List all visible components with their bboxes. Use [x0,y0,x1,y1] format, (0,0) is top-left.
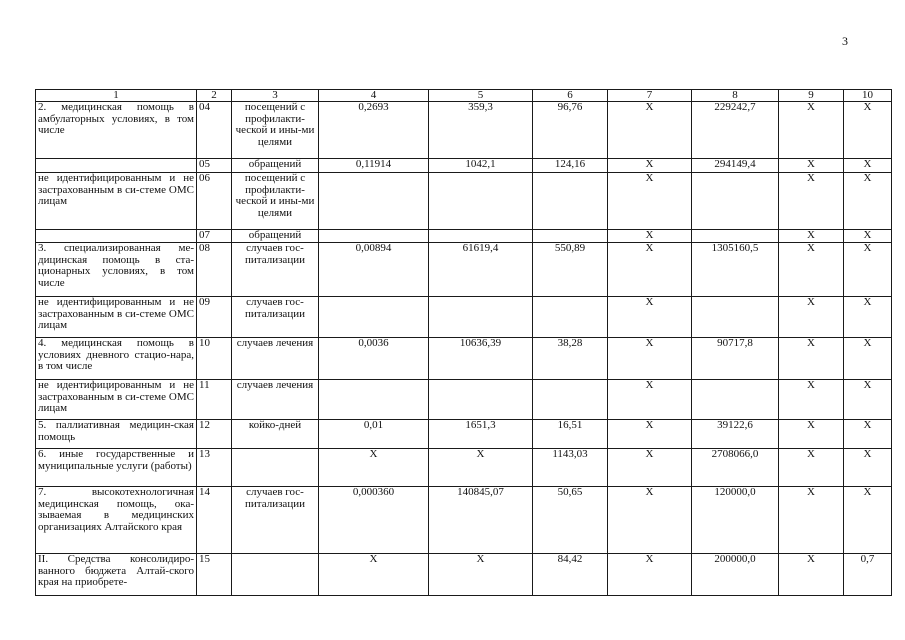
cell-col-9: X [779,230,844,243]
table-row [36,230,892,243]
cell-col-6: 550,89 [533,243,608,297]
cell-col-8: 90717,8 [692,338,779,380]
cell-col-5: 1651,3 [429,420,533,449]
table-row [36,159,892,173]
table-row [36,449,892,487]
cell-col-9: X [779,102,844,159]
row-description: 3. специализированная ме-дицинская помощь в ста-ционарных условиях, в том числе [36,243,197,297]
table-row [36,487,892,554]
table-row [36,338,892,380]
cell-col-6 [533,173,608,230]
cell-col-8: 229242,7 [692,102,779,159]
cell-col-10: 0,7 [844,554,892,596]
cell-col-5: 61619,4 [429,243,533,297]
unit-of-measure: случаев лечения [232,380,319,420]
row-description: не идентифицированным и не застрахованным в си-стеме ОМС лицам [36,380,197,420]
cell-col-5: 140845,07 [429,487,533,554]
unit-of-measure: койко-дней [232,420,319,449]
cell-col-4 [319,297,429,338]
table-row [36,243,892,297]
table-row [36,173,892,230]
cell-col-9: X [779,380,844,420]
cell-col-4: 0,01 [319,420,429,449]
cell-col-4: X [319,449,429,487]
cell-col-9: X [779,554,844,596]
cell-col-5: 1042,1 [429,159,533,173]
cell-col-7: X [608,297,692,338]
cell-col-7: X [608,338,692,380]
cell-col-4: X [319,554,429,596]
financing-table [35,89,892,596]
cell-col-8: 1305160,5 [692,243,779,297]
cell-col-8 [692,380,779,420]
column-number: 8 [692,90,779,102]
cell-col-6: 16,51 [533,420,608,449]
cell-col-8: 39122,6 [692,420,779,449]
cell-col-7: X [608,380,692,420]
row-description: 5. паллиативная медицин-ская помощь [36,420,197,449]
cell-col-6: 124,16 [533,159,608,173]
cell-col-7: X [608,230,692,243]
cell-col-8: 294149,4 [692,159,779,173]
cell-col-10: X [844,338,892,380]
cell-col-5 [429,173,533,230]
cell-col-5 [429,380,533,420]
row-code: 07 [197,230,232,243]
cell-col-5: 10636,39 [429,338,533,380]
cell-col-6 [533,230,608,243]
row-description: 2. медицинская помощь в амбулаторных условиях, в том числе [36,102,197,159]
unit-of-measure: случаев гос-питализации [232,297,319,338]
row-code: 12 [197,420,232,449]
cell-col-9: X [779,449,844,487]
row-description [36,159,197,173]
unit-of-measure: посещений с профилакти-ческой и ины-ми целями [232,102,319,159]
row-code: 10 [197,338,232,380]
cell-col-7: X [608,243,692,297]
row-description: II. Средства консолидиро-ванного бюджета Алтай-ского края на приобрете- [36,554,197,596]
cell-col-6: 1143,03 [533,449,608,487]
page-number: 3 [842,34,848,48]
cell-col-8: 200000,0 [692,554,779,596]
cell-col-8: 2708066,0 [692,449,779,487]
row-code: 13 [197,449,232,487]
table-row [36,297,892,338]
row-description: не идентифицированным и не застрахованным в си-стеме ОМС лицам [36,297,197,338]
cell-col-6: 38,28 [533,338,608,380]
cell-col-9: X [779,338,844,380]
cell-col-10: X [844,449,892,487]
cell-col-8 [692,230,779,243]
column-number: 4 [319,90,429,102]
table-row [36,102,892,159]
cell-col-10: X [844,230,892,243]
cell-col-10: X [844,102,892,159]
cell-col-5: 359,3 [429,102,533,159]
column-number: 6 [533,90,608,102]
row-code: 04 [197,102,232,159]
row-description: 7. высокотехнологичная медицинская помощь, ока-зываемая в медицинских организациях Алтайского края [36,487,197,554]
cell-col-7: X [608,449,692,487]
cell-col-10: X [844,297,892,338]
cell-col-6 [533,380,608,420]
cell-col-7: X [608,420,692,449]
column-number: 5 [429,90,533,102]
cell-col-8 [692,297,779,338]
cell-col-10: X [844,173,892,230]
cell-col-7: X [608,102,692,159]
row-description: 4. медицинская помощь в условиях дневного стацио-нара, в том числе [36,338,197,380]
cell-col-9: X [779,297,844,338]
row-description: 6. иные государственные и муниципальные услуги (работы) [36,449,197,487]
cell-col-5: X [429,554,533,596]
unit-of-measure: обращений [232,230,319,243]
row-description [36,230,197,243]
cell-col-7: X [608,173,692,230]
cell-col-4 [319,173,429,230]
unit-of-measure: посещений с профилакти-ческой и ины-ми целями [232,173,319,230]
cell-col-6: 84,42 [533,554,608,596]
cell-col-10: X [844,243,892,297]
cell-col-10: X [844,420,892,449]
cell-col-10: X [844,487,892,554]
table-row [36,420,892,449]
unit-of-measure: случаев лечения [232,338,319,380]
cell-col-9: X [779,243,844,297]
cell-col-9: X [779,420,844,449]
cell-col-10: X [844,159,892,173]
cell-col-7: X [608,159,692,173]
unit-of-measure: случаев гос-питализации [232,243,319,297]
cell-col-8: 120000,0 [692,487,779,554]
cell-col-6 [533,297,608,338]
unit-of-measure: случаев гос-питализации [232,487,319,554]
cell-col-4: 0,0036 [319,338,429,380]
row-code: 15 [197,554,232,596]
column-number: 7 [608,90,692,102]
row-code: 06 [197,173,232,230]
cell-col-5: X [429,449,533,487]
table-row [36,380,892,420]
cell-col-9: X [779,159,844,173]
cell-col-4: 0,00894 [319,243,429,297]
cell-col-7: X [608,554,692,596]
column-number: 9 [779,90,844,102]
cell-col-9: X [779,487,844,554]
cell-col-4 [319,230,429,243]
unit-of-measure [232,554,319,596]
cell-col-4: 0,11914 [319,159,429,173]
cell-col-5 [429,230,533,243]
row-code: 08 [197,243,232,297]
column-numbers-row [36,90,892,102]
row-code: 05 [197,159,232,173]
cell-col-4: 0,000360 [319,487,429,554]
table-row [36,554,892,596]
column-number: 3 [232,90,319,102]
unit-of-measure [232,449,319,487]
cell-col-8 [692,173,779,230]
row-description: не идентифицированным и не застрахованным в си-стеме ОМС лицам [36,173,197,230]
cell-col-4 [319,380,429,420]
column-number: 2 [197,90,232,102]
cell-col-4: 0,2693 [319,102,429,159]
cell-col-10: X [844,380,892,420]
row-code: 11 [197,380,232,420]
cell-col-6: 50,65 [533,487,608,554]
cell-col-7: X [608,487,692,554]
row-code: 09 [197,297,232,338]
unit-of-measure: обращений [232,159,319,173]
cell-col-6: 96,76 [533,102,608,159]
cell-col-9: X [779,173,844,230]
column-number: 10 [844,90,892,102]
column-number: 1 [36,90,197,102]
row-code: 14 [197,487,232,554]
cell-col-5 [429,297,533,338]
